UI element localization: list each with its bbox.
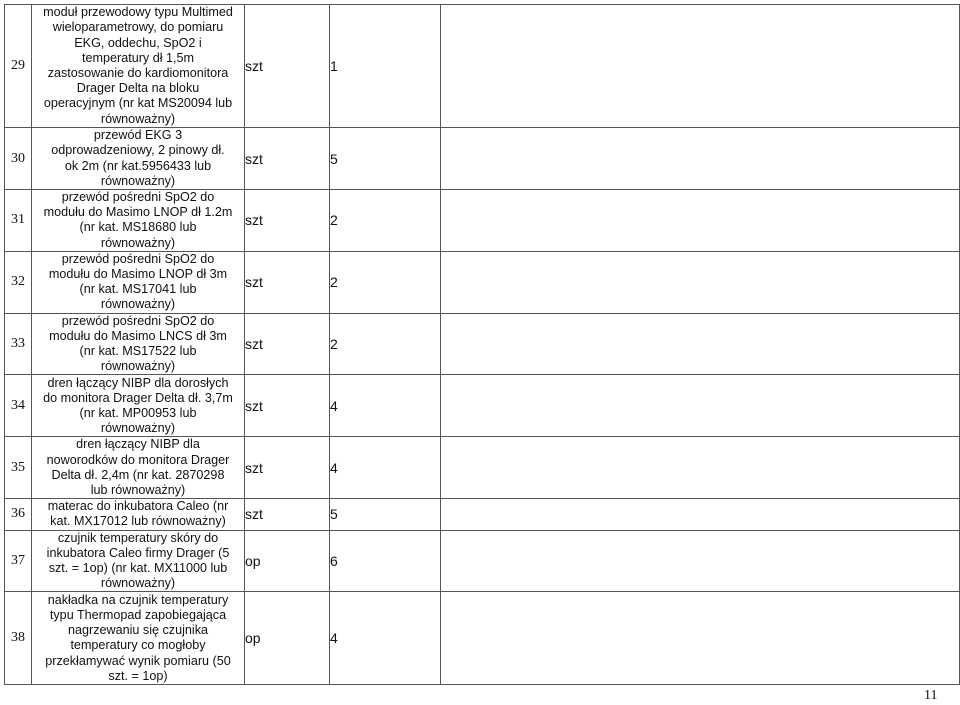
item-description-line: materac do inkubatora Caleo (nr xyxy=(47,499,229,514)
item-description xyxy=(32,5,245,128)
item-description-line: przewód pośredni SpO2 do xyxy=(61,251,215,266)
item-description-line: dren łączący NIBP dla dorosłych xyxy=(47,375,229,390)
item-number: 37 xyxy=(5,530,32,592)
item-number: 30 xyxy=(5,128,32,190)
item-description-line: równoważny) xyxy=(100,297,176,312)
item-number: 38 xyxy=(5,592,32,685)
page-number: 11 xyxy=(924,688,938,703)
table-row xyxy=(5,375,960,437)
items-table-body xyxy=(5,5,960,685)
item-quantity: 2 xyxy=(330,190,441,252)
item-description-line: nakładka na czujnik temperatury xyxy=(47,592,229,607)
item-number: 35 xyxy=(5,437,32,499)
item-description-line: (nr kat. MS17522 lub xyxy=(79,344,197,359)
table-row xyxy=(5,592,960,685)
item-unit: szt xyxy=(245,375,330,437)
item-quantity: 2 xyxy=(330,313,441,375)
item-description-line: zastosowanie do kardiomonitora xyxy=(47,66,229,80)
item-description-line: noworodków do monitora Drager xyxy=(46,452,230,467)
item-unit: szt xyxy=(245,190,330,252)
empty-cell xyxy=(441,190,960,252)
item-description-line: kat. MX17012 lub równoważny) xyxy=(50,514,226,529)
item-description xyxy=(32,251,245,313)
item-number: 34 xyxy=(5,375,32,437)
table-row xyxy=(5,5,960,128)
item-description-line: (nr kat. MS17041 lub xyxy=(79,282,197,297)
item-description-line: równoważny) xyxy=(100,111,176,126)
empty-cell xyxy=(441,128,960,190)
item-unit: op xyxy=(245,530,330,592)
table-row xyxy=(5,530,960,592)
items-table xyxy=(4,4,960,685)
empty-cell xyxy=(441,313,960,375)
item-quantity: 4 xyxy=(330,437,441,499)
item-unit: szt xyxy=(245,5,330,128)
item-description xyxy=(32,530,245,592)
item-unit: szt xyxy=(245,499,330,530)
item-description-line: modułu do Masimo LNOP dł 1.2m xyxy=(43,205,233,220)
item-description-line: Delta dł. 2,4m (nr kat. 2870298 xyxy=(51,467,225,482)
table-row xyxy=(5,499,960,530)
item-quantity: 1 xyxy=(330,5,441,128)
item-description-line: dren łączący NIBP dla xyxy=(76,437,200,452)
item-description-line: EKG, oddechu, SpO2 i xyxy=(74,35,202,50)
item-description-line: modułu do Masimo LNOP dł 3m xyxy=(48,267,228,282)
item-description-line: (nr kat. MP00953 lub xyxy=(79,405,197,420)
item-description-line: przewód EKG 3 xyxy=(93,128,183,143)
item-description-line: równoważny) xyxy=(100,235,176,250)
empty-cell xyxy=(441,499,960,530)
item-description-line: (nr kat. MS18680 lub xyxy=(79,220,197,235)
item-description-line: modułu do Masimo LNCS dł 3m xyxy=(49,328,227,343)
table-row xyxy=(5,313,960,375)
item-number: 36 xyxy=(5,499,32,530)
item-description-line: równoważny) xyxy=(100,359,176,374)
table-row xyxy=(5,437,960,499)
item-unit: szt xyxy=(245,251,330,313)
empty-cell xyxy=(441,530,960,592)
item-description-line: temperatury co mogłoby xyxy=(70,638,206,653)
item-number: 29 xyxy=(5,5,32,128)
item-quantity: 2 xyxy=(330,251,441,313)
item-number: 33 xyxy=(5,313,32,375)
item-description xyxy=(32,128,245,190)
table-row xyxy=(5,190,960,252)
item-description-line: typu Thermopad zapobiegająca xyxy=(49,608,227,623)
item-description xyxy=(32,190,245,252)
item-description-line: przewód pośredni SpO2 do xyxy=(61,190,215,204)
item-unit: szt xyxy=(245,128,330,190)
item-unit: szt xyxy=(245,437,330,499)
empty-cell xyxy=(441,375,960,437)
empty-cell xyxy=(441,251,960,313)
empty-cell xyxy=(441,5,960,128)
item-unit: szt xyxy=(245,313,330,375)
item-quantity: 5 xyxy=(330,499,441,530)
item-description-line: temperatury dł 1,5m xyxy=(82,50,194,65)
item-description-line: nagrzewaniu się czujnika xyxy=(67,623,208,638)
item-description-line: szt. = 1op) (nr kat. MX11000 lub xyxy=(48,561,228,576)
item-description-line: Drager Delta na bloku xyxy=(76,81,200,96)
table-row xyxy=(5,128,960,190)
item-quantity: 4 xyxy=(330,592,441,685)
item-description-line: operacyjnym (nr kat MS20094 lub xyxy=(43,96,233,111)
item-description xyxy=(32,499,245,530)
item-quantity: 5 xyxy=(330,128,441,190)
item-quantity: 4 xyxy=(330,375,441,437)
item-number: 31 xyxy=(5,190,32,252)
item-description xyxy=(32,437,245,499)
empty-cell xyxy=(441,592,960,685)
item-description-line: odprowadzeniowy, 2 pinowy dł. xyxy=(51,143,225,158)
item-number: 32 xyxy=(5,251,32,313)
item-description-line: ok 2m (nr kat.5956433 lub xyxy=(64,158,212,173)
item-description xyxy=(32,375,245,437)
item-description-line: szt. = 1op) xyxy=(108,668,168,683)
item-description-line: moduł przewodowy typu Multimed xyxy=(43,5,233,20)
item-description xyxy=(32,592,245,685)
item-description-line: równoważny) xyxy=(100,173,176,188)
item-description xyxy=(32,313,245,375)
item-description-line: inkubatora Caleo firmy Drager (5 xyxy=(46,545,230,560)
item-unit: op xyxy=(245,592,330,685)
item-description-line: czujnik temperatury skóry do xyxy=(57,530,219,545)
item-description-line: lub równoważny) xyxy=(90,483,186,498)
item-description-line: do monitora Drager Delta dł. 3,7m xyxy=(43,390,233,405)
empty-cell xyxy=(441,437,960,499)
item-description-line: wieloparametrowy, do pomiaru xyxy=(52,20,224,35)
item-description-line: przekłamywać wynik pomiaru (50 xyxy=(45,653,231,668)
item-description-line: przewód pośredni SpO2 do xyxy=(61,313,215,328)
item-quantity: 6 xyxy=(330,530,441,592)
item-description-line: równoważny) xyxy=(100,576,176,591)
table-row xyxy=(5,251,960,313)
item-description-line: równoważny) xyxy=(100,421,176,436)
